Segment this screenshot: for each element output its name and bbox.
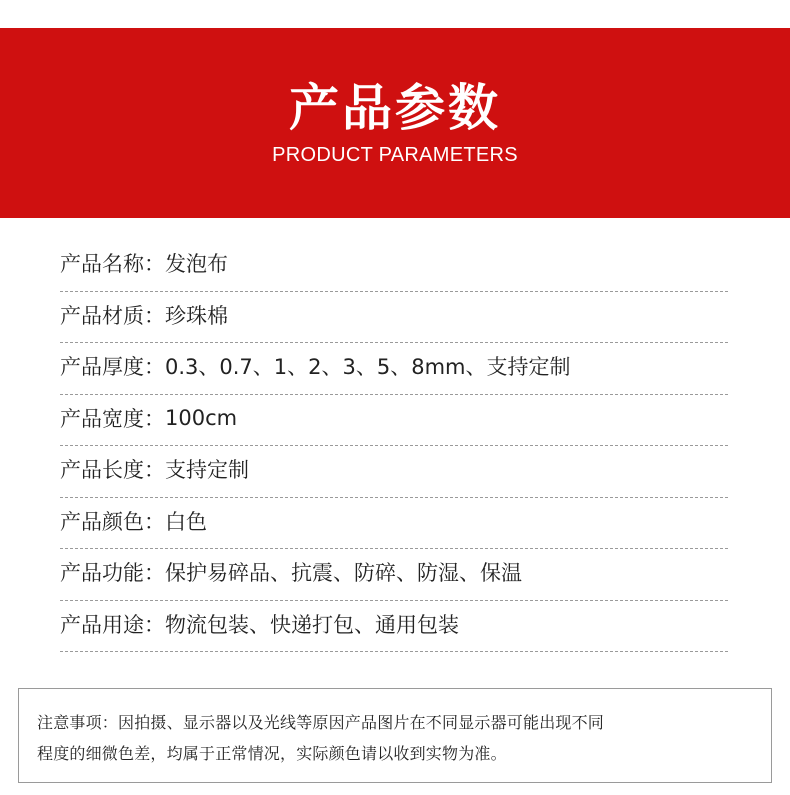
param-label: 产品材质：	[60, 303, 165, 328]
page-title: 产品参数	[289, 79, 501, 137]
param-row-material	[60, 292, 728, 344]
parameters-list	[60, 240, 728, 652]
param-row-usage	[60, 601, 728, 653]
param-label: 产品厚度：	[60, 355, 165, 380]
param-label: 产品长度：	[60, 458, 165, 483]
param-value: 白色	[165, 509, 207, 534]
notice-box	[18, 688, 772, 783]
param-value: 0.3、0.7、1、2、3、5、8mm、支持定制	[165, 355, 571, 380]
param-label: 产品名称：	[60, 252, 165, 277]
notice-line-1: 注意事项：因拍摄、显示器以及光线等原因产品图片在不同显示器可能出现不同	[37, 713, 605, 732]
param-row-name	[60, 240, 728, 292]
param-label: 产品颜色：	[60, 509, 165, 534]
param-row-color	[60, 498, 728, 550]
param-row-length	[60, 446, 728, 498]
param-value: 珍珠棉	[165, 303, 228, 328]
param-value: 物流包装、快递打包、通用包装	[165, 612, 459, 637]
param-value: 100cm	[165, 405, 238, 430]
param-row-thickness	[60, 343, 728, 395]
param-label: 产品功能：	[60, 561, 165, 586]
param-label: 产品用途：	[60, 612, 165, 637]
param-row-width	[60, 395, 728, 447]
param-row-function	[60, 549, 728, 601]
notice-line-2: 程度的细微色差，均属于正常情况，实际颜色请以收到实物为准。	[37, 744, 507, 763]
param-value: 保护易碎品、抗震、防碎、防湿、保温	[165, 561, 522, 586]
param-value: 支持定制	[165, 458, 249, 483]
param-value: 发泡布	[165, 252, 228, 277]
page-subtitle: PRODUCT PARAMETERS	[272, 144, 518, 166]
header-banner	[0, 28, 790, 218]
param-label: 产品宽度：	[60, 406, 165, 431]
